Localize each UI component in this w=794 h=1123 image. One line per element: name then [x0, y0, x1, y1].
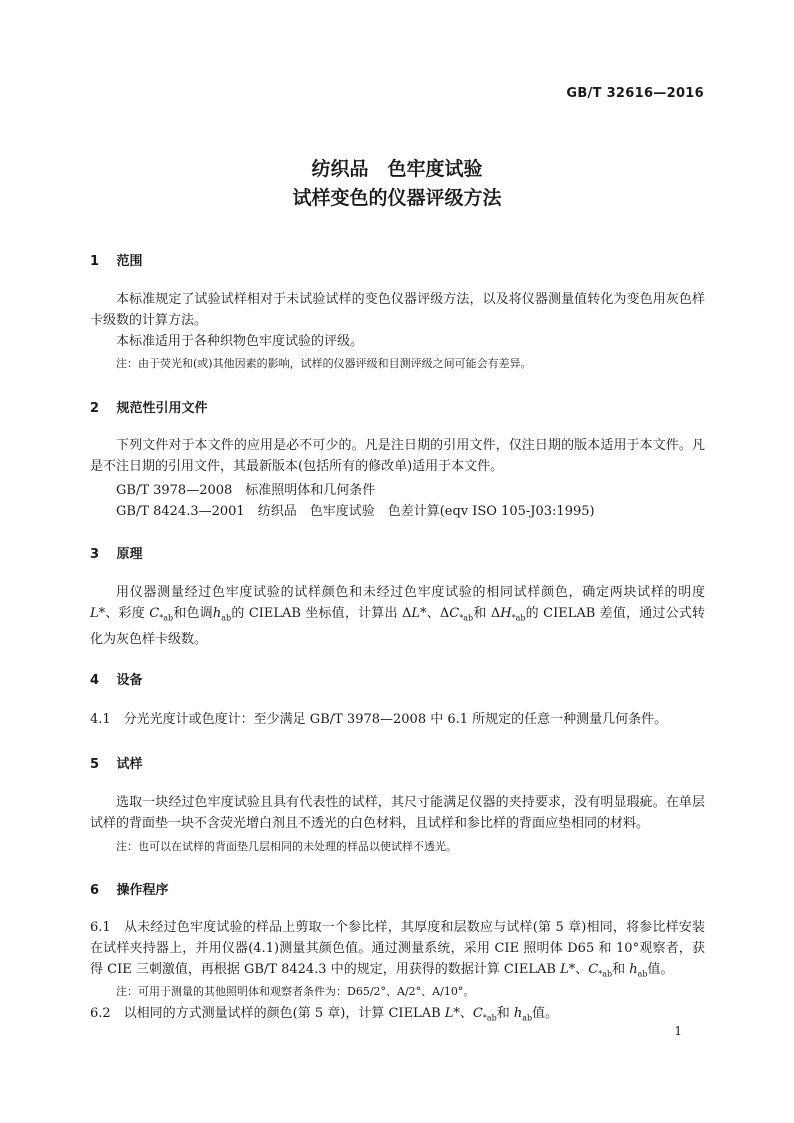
- normative-reference-1: GB/T 3978—2008 标准照明体和几何条件: [116, 483, 376, 498]
- section-5-note: 注：也可以在试样的背面垫几层相同的未处理的样品以使试样不透光。: [116, 840, 457, 853]
- section-number: 5: [90, 757, 100, 772]
- section-1-paragraph-1: 本标准规定了试验试样相对于未试验试样的变色仪器评级方法，以及将仪器测量值转化为变色用灰色样卡级数的计算方法。: [90, 292, 705, 328]
- clause-4-1: 4.1 分光光度计或色度计：至少满足 GB/T 3978—2008 中 6.1 所规定的任意一种测量几何条件。: [90, 712, 668, 727]
- section-number: 1: [90, 254, 100, 269]
- clause-6-1: 6.1 从未经过色牢度试验的样品上剪取一个参比样，其厚度和层数应与试样(第 5 章)相同，将参比样安装在试样夹持器上，并用仪器(4.1)测量其颜色值。通过测量系统，采用 CIE 照明体 D65 和 10°观察者，获得 CIE 三刺激值，再根据 GB/T 8424.3 中的规定，用获得的数据计算 CIELAB L*、$C_{*ab}$和 $h_{ab}$值。: [90, 920, 705, 979]
- section-3-heading: [90, 543, 143, 562]
- section-number: 2: [90, 401, 100, 416]
- document-title-line1: 纺织品 色牢度试验: [311, 158, 483, 180]
- section-number: 6: [90, 883, 100, 898]
- section-title: 设备: [116, 673, 143, 688]
- section-5-heading: [90, 753, 143, 772]
- section-title: 原理: [116, 547, 143, 562]
- standard-code: GB/T 32616—2016: [566, 86, 704, 101]
- section-6-heading: [90, 879, 169, 898]
- section-title: 操作程序: [116, 883, 169, 898]
- section-title: 范围: [116, 254, 143, 269]
- section-title: 试样: [116, 757, 143, 772]
- section-3-paragraph-1: 用仪器测量经过色牢度试验的试样颜色和未经过色牢度试验的相同试样颜色，确定两块试样的明度 L*、彩度 $C_{*ab}$和色调$h_{ab}$的 CIELAB 坐标值，计算出 ΔL*、$\Delta C_{*ab}$和 $\Delta H_{*ab}$的 CIELAB 差值，通过公式转化为灰色样卡级数。: [90, 585, 705, 647]
- normative-reference-2: GB/T 8424.3—2001 纺织品 色牢度试验 色差计算(eqv ISO 105-J03:1995): [116, 504, 595, 519]
- section-2-paragraph-1: 下列文件对于本文件的应用是必不可少的。凡是注日期的引用文件，仅注日期的版本适用于本文件。凡是不注日期的引用文件，其最新版本(包括所有的修改单)适用于本文件。: [90, 438, 705, 474]
- section-1-note: 注：由于荧光和(或)其他因素的影响，试样的仪器评级和目测评级之间可能会有差异。: [116, 357, 532, 370]
- section-5-paragraph-1: 选取一块经过色牢度试验且具有代表性的试样，其尺寸能满足仪器的夹持要求，没有明显瑕疵。在单层试样的背面垫一块不含荧光增白剂且不透光的白色材料，且试样和参比样的背面应垫相同的材料。: [90, 795, 705, 831]
- section-1-heading: [90, 250, 143, 269]
- section-6-note: 注：可用于测量的其他照明体和观察者条件为：D65/2°、A/2°、A/10°。: [116, 985, 475, 998]
- section-title: 规范性引用文件: [116, 401, 208, 416]
- section-number: 4: [90, 673, 100, 688]
- section-number: 3: [90, 547, 100, 562]
- section-1-paragraph-2: 本标准适用于各种织物色牢度试验的评级。: [116, 334, 364, 349]
- page-number: 1: [674, 1024, 682, 1038]
- document-title-line2: 试样变色的仪器评级方法: [292, 187, 502, 209]
- section-2-heading: [90, 397, 208, 416]
- section-4-heading: [90, 669, 143, 688]
- clause-6-2: 6.2 以相同的方式测量试样的颜色(第 5 章)，计算 CIELAB L*、$C_{*ab}$和 $h_{ab}$值。: [90, 1006, 559, 1023]
